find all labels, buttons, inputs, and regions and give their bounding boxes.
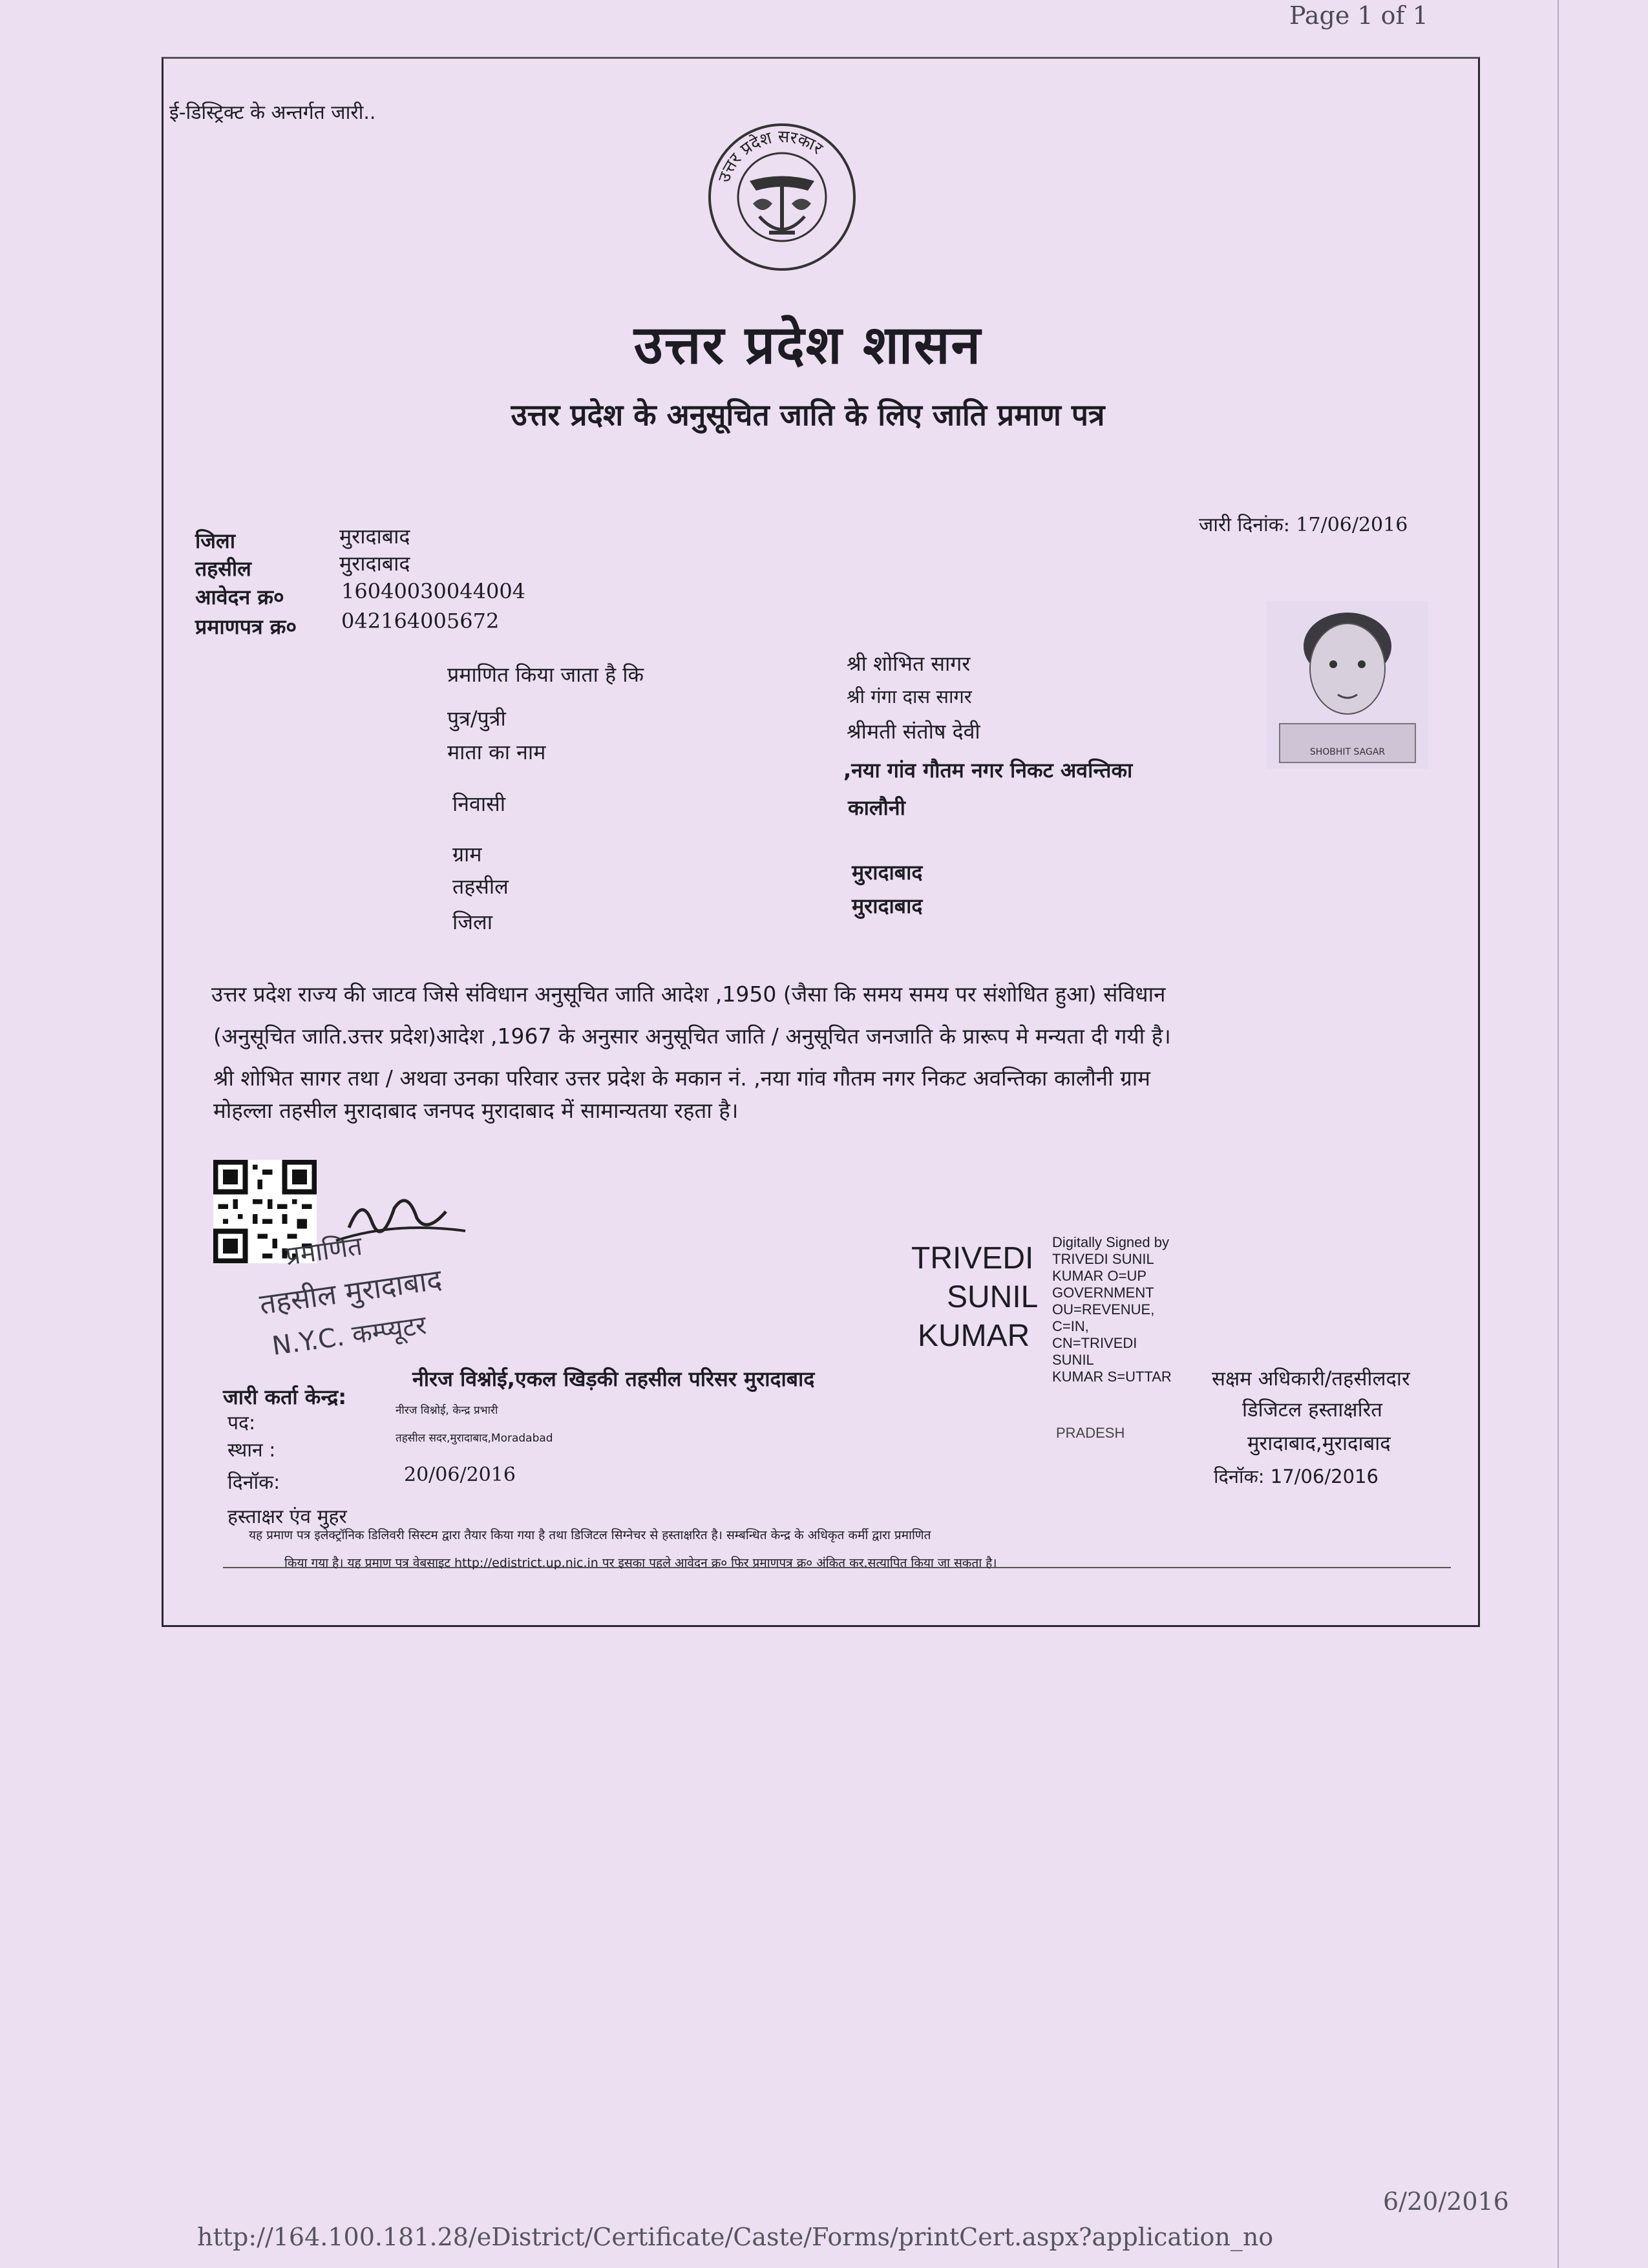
stamp-line-2: तहसील मुरादाबाद — [257, 1263, 444, 1321]
official-stamp — [252, 1182, 536, 1363]
village-label: ग्राम — [452, 842, 482, 866]
stamp-line-3: N.Y.C. कम्प्यूटर — [270, 1310, 428, 1361]
place-value: तहसील सदर,मुरादाबाद,Moradabad — [396, 1432, 553, 1445]
authority-place: मुरादाबाद,मुरादाबाद — [1247, 1432, 1391, 1455]
dsig-detail-7: CN=TRIVEDI — [1052, 1335, 1137, 1351]
body-line-1: उत्तर प्रदेश राज्य की जाटव जिसे संविधान अनुसूचित जाति आदेश ,1950 (जैसा कि समय समय पर संशोधित हुआ) संविधान — [211, 982, 1166, 1007]
tehsil-value: मुरादाबाद — [339, 551, 410, 576]
page-header: Page 1 of 1 — [1289, 1, 1428, 30]
place-label: स्थान : — [227, 1439, 276, 1462]
body-line-4: मोहल्ला तहसील मुरादाबाद जनपद मुरादाबाद में सामान्यतया रहता है। — [213, 1098, 739, 1123]
issue-date: जारी दिनांक: 17/06/2016 — [1199, 514, 1408, 536]
resident-label: निवासी — [452, 792, 506, 816]
issued-under-label: ई-डिस्ट्रिक्ट के अन्तर्गत जारी.. — [169, 101, 376, 124]
certified-label: प्रमाणित किया जाता है कि — [447, 662, 644, 687]
signer-name-line2: SUNIL — [947, 1280, 1039, 1314]
district-value: मुरादाबाद — [339, 524, 410, 549]
applicant-name: श्री शोभित सागर — [847, 651, 971, 676]
dsig-detail-10: PRADESH — [1056, 1425, 1125, 1441]
authority-date: दिनॉक: 17/06/2016 — [1214, 1465, 1379, 1487]
main-title: उत्तर प्रदेश शासन — [633, 315, 982, 376]
resident-address-line1: ,नया गांव गौतम नगर निकट अवन्तिका — [843, 758, 1133, 782]
dsig-detail-2: TRIVEDI SUNIL — [1052, 1251, 1154, 1267]
applicant-photo — [1267, 601, 1428, 769]
district-label: जिला — [195, 529, 236, 553]
up-government-emblem — [704, 120, 860, 275]
application-number: 16040030044004 — [341, 579, 526, 604]
footer-note-line-1: यह प्रमाण पत्र इलेक्ट्रॉनिक डिलिवरी सिस्टम द्वारा तैयार किया गया है तथा डिजिटल सिग्नेचर से हस्ताक्षरित है। सम्बन्धित केन्द्र के अधिकृत कर्मी द्वारा प्रमाणित — [249, 1528, 931, 1542]
resident-address-line2: कालौनी — [848, 795, 905, 820]
signer-name-line1: TRIVEDI — [911, 1241, 1034, 1276]
dsig-detail-8: SUNIL — [1052, 1352, 1094, 1368]
detail-tehsil-label: तहसील — [452, 874, 509, 899]
dsig-detail-6: C=IN, — [1052, 1318, 1089, 1334]
print-footer-url: http://164.100.181.28/eDistrict/Certificate/Caste/Forms/printCert.aspx?application_no — [197, 2223, 1274, 2251]
photo-caption: SHOBHIT SAGAR — [1309, 747, 1386, 757]
post-label: पद: — [227, 1412, 256, 1434]
application-label: आवेदन क्र० — [195, 585, 284, 609]
detail-district-value: मुरादाबाद — [852, 894, 923, 918]
detail-district-label: जिला — [452, 910, 493, 934]
mother-label: माता का नाम — [447, 740, 546, 764]
svg-text:उत्तर प्रदेश सरकार — [715, 127, 827, 185]
tehsil-label: तहसील — [195, 556, 251, 581]
dsig-detail-9: KUMAR S=UTTAR — [1052, 1369, 1172, 1385]
print-footer-date: 6/20/2016 — [1383, 2187, 1509, 2216]
issuer-date-label: दिनॉक: — [227, 1471, 280, 1494]
body-line-2: (अनुसूचित जाति.उत्तर प्रदेश)आदेश ,1967 के अनुसार अनुसूचित जाति / अनुसूचित जनजाति के प्रारूप मे मन्यता दी गयी है। — [213, 1024, 1171, 1049]
dsig-detail-4: GOVERNMENT — [1052, 1285, 1154, 1301]
mother-name: श्रीमती संतोष देवी — [847, 719, 980, 744]
dsig-detail-1: Digitally Signed by — [1052, 1234, 1169, 1250]
stamp-line-1: प्रमाणित — [283, 1231, 364, 1272]
authority-title: सक्षम अधिकारी/तहसीलदार — [1212, 1367, 1410, 1391]
father-name: श्री गंगा दास सागर — [847, 686, 972, 708]
footer-note-line-2: किया गया है। यह प्रमाण पत्र वेबसाइट http://edistrict.up.nic.in पर इसका पहले आवेदन क्र० फिर प्रमाणपत्र क्र० अंकित कर.सत्यापित किया जा सकता है। — [284, 1556, 997, 1570]
certificate-number: 042164005672 — [341, 609, 500, 633]
dsig-detail-5: OU=REVENUE, — [1052, 1301, 1155, 1318]
certificate-label: प्रमाणपत्र क्र० — [195, 614, 297, 639]
son-of-label: पुत्र/पुत्री — [447, 706, 506, 731]
post-value: नीरज विश्नोई, केन्द्र प्रभारी — [396, 1404, 498, 1417]
authority-signed: डिजिटल हस्ताक्षरित — [1242, 1398, 1382, 1422]
emblem-text: उत्तर प्रदेश सरकार — [714, 127, 827, 185]
signature-seal-label: हस्ताक्षर एंव मुहर — [227, 1506, 347, 1528]
sub-title: उत्तर प्रदेश के अनुसूचित जाति के लिए जाति प्रमाण पत्र — [511, 397, 1105, 432]
issuing-center-label: जारी कर्ता केन्द्र: — [223, 1385, 347, 1409]
signer-name-line3: KUMAR — [918, 1319, 1030, 1353]
issuing-center-value: नीरज विश्नोई,एकल खिड़की तहसील परिसर मुरादाबाद — [412, 1367, 815, 1391]
detail-tehsil-value: मुरादाबाद — [852, 860, 923, 885]
body-line-3: श्री शोभित सागर तथा / अथवा उनका परिवार उत्तर प्रदेश के मकान नं. ,नया गांव गौतम नगर निकट अवन्तिका कालौनी ग्राम — [213, 1066, 1151, 1091]
issuer-date-value: 20/06/2016 — [404, 1464, 516, 1486]
dsig-detail-3: KUMAR O=UP — [1052, 1268, 1147, 1284]
